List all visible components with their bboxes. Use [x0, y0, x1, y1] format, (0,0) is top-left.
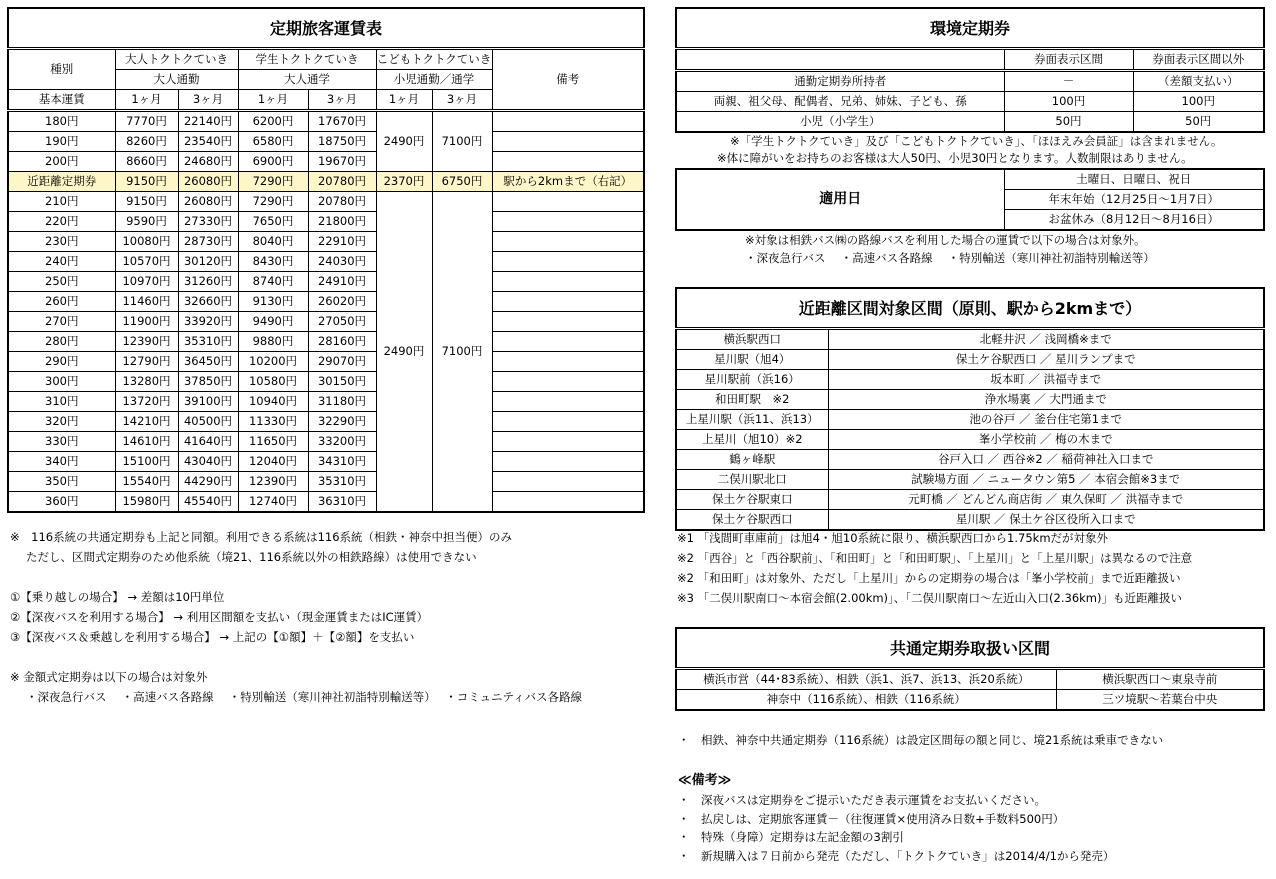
stop-range: 坂本町 ／ 洪福寺まで [828, 370, 1264, 390]
table-cell: 28730円 [178, 232, 238, 252]
table-cell: 39100円 [178, 392, 238, 412]
stop-range: 元町橋 ／ どんどん商店街 ／ 東久保町 ／ 洪福寺まで [828, 490, 1264, 510]
remarks-cell [492, 192, 644, 212]
stop-range: 北軽井沢 ／ 浅岡橋※まで [828, 329, 1264, 350]
table-cell: 27330円 [178, 212, 238, 232]
table-cell: 27050円 [308, 312, 376, 332]
stop-range: 星川駅 ／ 保土ケ谷区役所入口まで [828, 510, 1264, 531]
table-cell: 17670円 [308, 111, 376, 132]
footnote: ※2 「和田町」は対象外、ただし「上星川」からの定期券の場合は「峯小学校前」まで近距離扱い [677, 571, 1181, 585]
table-row [8, 212, 644, 232]
remarks-cell [492, 452, 644, 472]
table-row [8, 472, 644, 492]
remarks-cell [492, 232, 644, 252]
table-cell: 270円 [8, 312, 115, 332]
table-cell: 310円 [8, 392, 115, 412]
table-row [8, 492, 644, 513]
table-cell: 360円 [8, 492, 115, 513]
child-3m-merged: 7100円 [432, 111, 492, 172]
table-cell: 250円 [8, 272, 115, 292]
table-cell: 14210円 [115, 412, 178, 432]
stop-range: 試験場方面 ／ ニュータウン第5 ／ 本宿会館※3まで [828, 470, 1264, 490]
env-table [675, 7, 1265, 133]
table-cell: 280円 [8, 332, 115, 352]
table-cell: 20780円 [308, 172, 376, 192]
common-table [675, 627, 1265, 711]
env-col2: 券面表示区間以外 [1133, 49, 1264, 71]
common-cell: 横浜駅西口～東泉寺前 [1056, 669, 1264, 690]
apply-day: お盆休み（8月12日～8月16日） [1004, 210, 1264, 231]
footnote: ※3 「二俣川駅南口～本宿会館(2.00km)」、「二俣川駅南口～左近山入口(2.36km)」も近距離扱い [677, 591, 1182, 605]
stop-name: 星川駅前（浜16） [676, 370, 828, 390]
case-2: ②【深夜バスを利用する場合】 → 利用区間額を支払い（現金運賃またはIC運賃） [10, 610, 429, 624]
table-cell: 30120円 [178, 252, 238, 272]
table-cell: 26080円 [178, 172, 238, 192]
header-1m: 1ヶ月 [115, 90, 178, 111]
table-cell: 230円 [8, 232, 115, 252]
fare-table [7, 7, 645, 513]
short-row [676, 390, 1264, 410]
stop-range: 保土ケ谷駅西口 ／ 星川ランプまで [828, 350, 1264, 370]
table-cell: 11650円 [238, 432, 308, 452]
footnote: ※2 「西谷」と「西谷駅前」、「和田町」と「和田町駅」、「上星川」と「上星川駅」は異なるので注意 [677, 551, 1193, 565]
stop-name: 上星川（旭10）※2 [676, 430, 828, 450]
table-cell: 11460円 [115, 292, 178, 312]
table-cell: 190円 [8, 132, 115, 152]
env-cell: 100円 [1133, 92, 1264, 112]
remarks-cell [492, 432, 644, 452]
child-3m-merged: 7100円 [432, 192, 492, 513]
header-3m: 3ヶ月 [308, 90, 376, 111]
table-cell: 19670円 [308, 152, 376, 172]
table-cell: 18750円 [308, 132, 376, 152]
table-cell: 23540円 [178, 132, 238, 152]
table-cell: 7290円 [238, 192, 308, 212]
table-row [8, 152, 644, 172]
common-bullet: ・ 相鉄、神奈中共通定期券（116系統）は設定区間毎の額と同じ、境21系統は乗車できない [678, 733, 1164, 747]
table-cell: 10970円 [115, 272, 178, 292]
stop-name: 横浜駅西口 [676, 329, 828, 350]
apply-day: 年末年始（12月25日～1月7日） [1004, 190, 1264, 210]
table-cell: 260円 [8, 292, 115, 312]
short-row [676, 329, 1264, 350]
table-cell: 31260円 [178, 272, 238, 292]
table-cell: 44290円 [178, 472, 238, 492]
table-cell: 9590円 [115, 212, 178, 232]
table-cell: 14610円 [115, 432, 178, 452]
table-cell: 31180円 [308, 392, 376, 412]
env-cell: 50円 [1133, 112, 1264, 133]
case-3: ③【深夜バス＆乗越しを利用する場合】 → 上記の【①額】＋【②額】を支払い [10, 630, 415, 644]
table-row [8, 232, 644, 252]
short-row [676, 510, 1264, 531]
common-cell: 三ツ境駅～若葉台中央 [1056, 690, 1264, 711]
table-cell: 290円 [8, 352, 115, 372]
short-row [676, 410, 1264, 430]
table-row [8, 432, 644, 452]
table-cell: 12040円 [238, 452, 308, 472]
table-row [8, 292, 644, 312]
left-note-2: ただし、区間式定期券のため他系統（境21、116系統以外の相鉄路線）は使用できない [26, 550, 477, 564]
table-cell: 10940円 [238, 392, 308, 412]
table-cell: 210円 [8, 192, 115, 212]
table-cell: 6580円 [238, 132, 308, 152]
env-title: 環境定期券 [676, 8, 1264, 49]
table-row [8, 392, 644, 412]
table-cell: 22140円 [178, 111, 238, 132]
header-remarks: 備考 [492, 49, 644, 111]
table-cell: 28160円 [308, 332, 376, 352]
stop-range: 浄水場裏 ／ 大門通まで [828, 390, 1264, 410]
env-cell: 100円 [1004, 92, 1133, 112]
table-cell: 近距離定期券 [8, 172, 115, 192]
table-cell: 12390円 [115, 332, 178, 352]
table-cell: 15540円 [115, 472, 178, 492]
stop-name: 星川駅（旭4） [676, 350, 828, 370]
remarks-cell [492, 352, 644, 372]
left-note-3: ※ 金額式定期券は以下の場合は対象外 [10, 670, 208, 684]
header-student-tt: 学生トクトクていき [238, 49, 376, 70]
env-note-2: ※体に障がいをお持ちのお客様は大人50円、小児30円となります。人数制限はありません。 [717, 151, 1193, 165]
remark-item: ・ 特殊（身障）定期券は左記金額の3割引 [678, 830, 904, 844]
table-cell: 41640円 [178, 432, 238, 452]
table-cell: 7290円 [238, 172, 308, 192]
table-cell: 220円 [8, 212, 115, 232]
remarks-cell [492, 252, 644, 272]
common-cell: 神奈中（116系統）、相鉄（116系統） [676, 690, 1056, 711]
table-cell: 37850円 [178, 372, 238, 392]
stop-name: 和田町駅 ※2 [676, 390, 828, 410]
table-cell: 8740円 [238, 272, 308, 292]
table-cell: 13720円 [115, 392, 178, 412]
table-cell: 200円 [8, 152, 115, 172]
table-cell: 15100円 [115, 452, 178, 472]
table-cell: 20780円 [308, 192, 376, 212]
table-cell: 10580円 [238, 372, 308, 392]
table-cell: 21800円 [308, 212, 376, 232]
stop-name: 二俣川駅北口 [676, 470, 828, 490]
table-cell: 11330円 [238, 412, 308, 432]
remarks-cell [492, 152, 644, 172]
stop-name: 保土ケ谷駅東口 [676, 490, 828, 510]
table-cell: 10200円 [238, 352, 308, 372]
table-row [8, 412, 644, 432]
apply-label: 適用日 [676, 169, 1004, 230]
table-cell: 6750円 [432, 172, 492, 192]
table-cell: 29070円 [308, 352, 376, 372]
table-cell: 33200円 [308, 432, 376, 452]
table-cell: 駅から2kmまで（右記） [492, 172, 644, 192]
env-cell: （差額支払い） [1133, 71, 1264, 92]
table-row [8, 312, 644, 332]
table-cell: 33920円 [178, 312, 238, 332]
table-cell: 340円 [8, 452, 115, 472]
remarks-title: ≪備考≫ [678, 773, 732, 788]
header-base: 基本運賃 [8, 90, 115, 111]
table-cell: 7770円 [115, 111, 178, 132]
table-cell: 26080円 [178, 192, 238, 212]
remark-item: ・ 新規購入は７日前から発売（ただし、「トクトクていき」は2014/4/1から発売） [678, 849, 1115, 863]
case-1: ①【乗り越しの場合】 → 差額は10円単位 [10, 590, 225, 604]
remarks-cell [492, 412, 644, 432]
table-cell: 8040円 [238, 232, 308, 252]
apply-note-1: ※対象は相鉄バス㈱の路線バスを利用した場合の運賃で以下の場合は対象外。 [745, 233, 1146, 247]
common-title: 共通定期券取扱い区間 [676, 628, 1264, 669]
header-kind: 種別 [8, 49, 115, 90]
table-cell: 10570円 [115, 252, 178, 272]
footnote: ※1 「浅間町車庫前」は旭4・旭10系統に限り、横浜駅西口から1.75kmだが対象外 [677, 531, 1109, 545]
stop-range: 谷戸入口 ／ 西谷※2 ／ 稲荷神社入口まで [828, 450, 1264, 470]
stop-name: 保土ケ谷駅西口 [676, 510, 828, 531]
child-1m-merged: 2490円 [376, 192, 432, 513]
remark-item: ・ 深夜バスは定期券をご提示いただき表示運賃をお支払いください。 [678, 793, 1046, 807]
short-row [676, 430, 1264, 450]
env-row [676, 92, 1264, 112]
short-title: 近距離区間対象区間（原則、駅から2kmまで） [676, 288, 1264, 329]
table-row [8, 192, 644, 212]
table-cell: 36450円 [178, 352, 238, 372]
remarks-cell [492, 212, 644, 232]
remarks-cell [492, 292, 644, 312]
table-cell: 24030円 [308, 252, 376, 272]
child-1m-merged: 2490円 [376, 111, 432, 172]
env-cell: 両親、祖父母、配偶者、兄弟、姉妹、子ども、孫 [676, 92, 1004, 112]
stop-range: 池の谷戸 ／ 釜台住宅第1まで [828, 410, 1264, 430]
table-cell: 12790円 [115, 352, 178, 372]
stop-name: 上星川駅（浜11、浜13） [676, 410, 828, 430]
short-distance-table [675, 287, 1265, 531]
table-cell: 26020円 [308, 292, 376, 312]
table-row [8, 452, 644, 472]
short-row [676, 490, 1264, 510]
short-row [676, 470, 1264, 490]
header-adult-commute: 大人通勤 [115, 70, 238, 90]
table-row [8, 372, 644, 392]
table-cell: 30150円 [308, 372, 376, 392]
table-cell: 40500円 [178, 412, 238, 432]
table-cell: 45540円 [178, 492, 238, 513]
table-cell: 11900円 [115, 312, 178, 332]
short-row [676, 370, 1264, 390]
table-cell: 2370円 [376, 172, 432, 192]
env-cell: 50円 [1004, 112, 1133, 133]
table-row [8, 252, 644, 272]
table-cell: 9130円 [238, 292, 308, 312]
env-cell: 通勤定期券所持者 [676, 71, 1004, 92]
table-row [8, 132, 644, 152]
table-cell: 6200円 [238, 111, 308, 132]
table-cell: 32660円 [178, 292, 238, 312]
table-cell: 350円 [8, 472, 115, 492]
table-cell: 9490円 [238, 312, 308, 332]
table-cell: 330円 [8, 432, 115, 452]
left-note-1: ※ 116系統の共通定期券も上記と同額。利用できる系統は116系統（相鉄・神奈中担当便）のみ [10, 530, 513, 544]
header-child-commute: 小児通勤／通学 [376, 70, 492, 90]
table-cell: 300円 [8, 372, 115, 392]
header-3m: 3ヶ月 [178, 90, 238, 111]
table-cell: 34310円 [308, 452, 376, 472]
env-row [676, 112, 1264, 133]
short-row [676, 450, 1264, 470]
table-cell: 8430円 [238, 252, 308, 272]
table-cell: 9880円 [238, 332, 308, 352]
header-1m: 1ヶ月 [238, 90, 308, 111]
table-cell: 32290円 [308, 412, 376, 432]
table-cell: 12390円 [238, 472, 308, 492]
table-cell: 24680円 [178, 152, 238, 172]
table-cell: 22910円 [308, 232, 376, 252]
table-cell: 13280円 [115, 372, 178, 392]
stop-name: 鶴ヶ峰駅 [676, 450, 828, 470]
table-row [8, 352, 644, 372]
table-cell: 240円 [8, 252, 115, 272]
apply-note-2: ・深夜急行バス ・高速バス各路線 ・特別輸送（寒川神社初詣特別輸送等） [745, 251, 1155, 265]
table-cell: 320円 [8, 412, 115, 432]
table-cell: 9150円 [115, 192, 178, 212]
remark-item: ・ 払戻しは、定期旅客運賃－（往復運賃×使用済み日数+手数料500円） [678, 812, 1065, 826]
table-cell: 43040円 [178, 452, 238, 472]
table-row [8, 332, 644, 352]
table-cell: 9150円 [115, 172, 178, 192]
env-col1: 券面表示区間 [1004, 49, 1133, 71]
stop-range: 峯小学校前 ／ 梅の木まで [828, 430, 1264, 450]
header-adult-school: 大人通学 [238, 70, 376, 90]
table-cell: 36310円 [308, 492, 376, 513]
env-cell: 小児（小学生） [676, 112, 1004, 133]
remarks-cell [492, 312, 644, 332]
remarks-cell [492, 332, 644, 352]
table-cell: 8260円 [115, 132, 178, 152]
table-cell: 15980円 [115, 492, 178, 513]
table-cell: 6900円 [238, 152, 308, 172]
common-cell: 横浜市営（44･83系統）、相鉄（浜1、浜7、浜13、浜20系統） [676, 669, 1056, 690]
table-cell: 180円 [8, 111, 115, 132]
remarks-cell [492, 132, 644, 152]
apply-table [675, 168, 1265, 231]
header-child-tt: こどもトクトクていき [376, 49, 492, 70]
table-row [8, 111, 644, 132]
table-cell: 8660円 [115, 152, 178, 172]
table-row [8, 272, 644, 292]
table-cell: 7650円 [238, 212, 308, 232]
remarks-cell [492, 492, 644, 513]
table-cell: 35310円 [178, 332, 238, 352]
apply-day: 土曜日、日曜日、祝日 [1004, 169, 1264, 190]
fare-table-title: 定期旅客運賃表 [8, 8, 644, 49]
remarks-cell [492, 472, 644, 492]
table-cell: 35310円 [308, 472, 376, 492]
remarks-cell [492, 372, 644, 392]
remarks-cell [492, 392, 644, 412]
remarks-cell [492, 111, 644, 132]
left-note-4: ・深夜急行バス ・高速バス各路線 ・特別輸送（寒川神社初詣特別輸送等） ・コミュニティバス各路線 [26, 690, 583, 704]
header-adult-tt: 大人トクトクていき [115, 49, 238, 70]
remarks-cell [492, 272, 644, 292]
env-note-1: ※「学生トクトクていき」及び「こどもトクトクていき」、「ほほえみ会員証」は含まれません。 [730, 134, 1223, 148]
short-distance-row [8, 172, 644, 192]
header-1m: 1ヶ月 [376, 90, 432, 111]
env-cell: － [1004, 71, 1133, 92]
env-row [676, 71, 1264, 92]
short-row [676, 350, 1264, 370]
table-cell: 10080円 [115, 232, 178, 252]
table-cell: 24910円 [308, 272, 376, 292]
table-cell: 12740円 [238, 492, 308, 513]
header-3m: 3ヶ月 [432, 90, 492, 111]
